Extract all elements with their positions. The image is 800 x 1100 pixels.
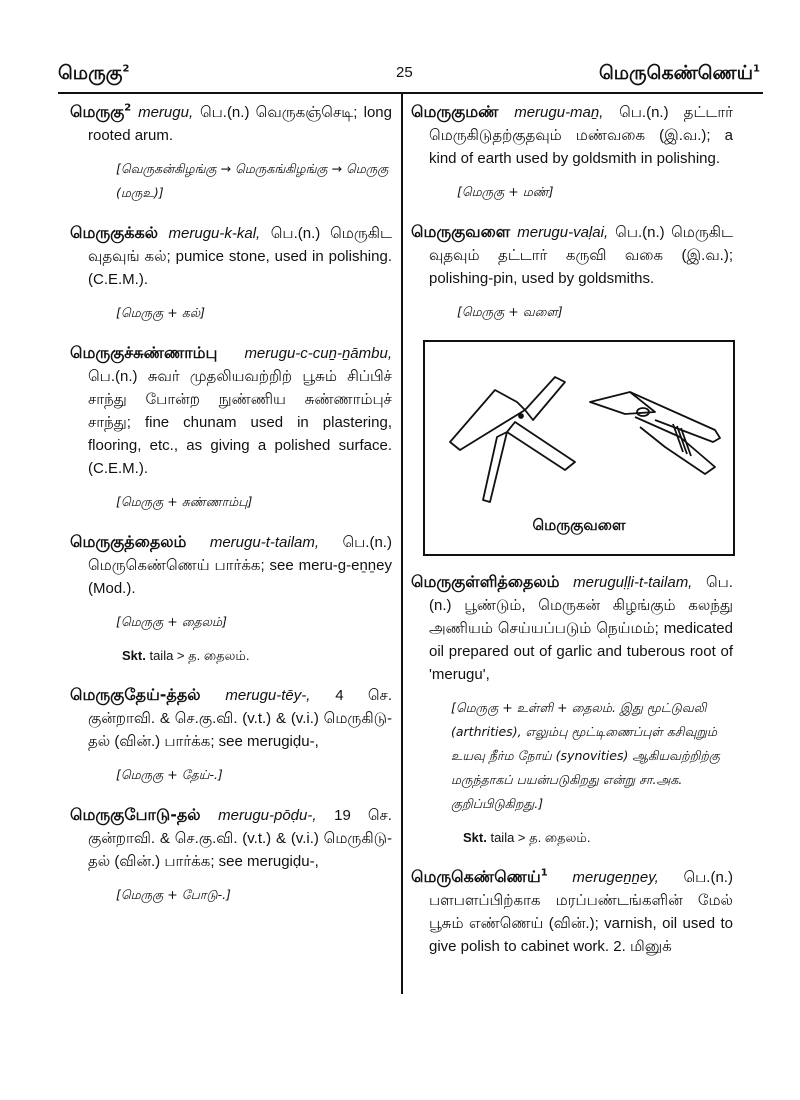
etymology: [மெருகு + உள்ளி + தைலம். இது மூட்டுவலி (arthrities), எலும்பு மூட்டிணைப்புள் கசிவுறும் உயவு நீர்ம நோய் (synovities) ஆகியவற்றிற்கு மருந்தாகப் பயன்படுகிறது என்று சா.அக. குறிப்பிடுகிறது.] (451, 700, 720, 811)
polishing-tool-figure (423, 340, 735, 556)
transliteration: merugu-pōḍu-, (218, 807, 317, 824)
headword: மெருகுதேய்-த்தல் (70, 685, 201, 704)
headword: மெருகெண்ணெய்$^1$ (411, 867, 548, 886)
entry-merugu2 (70, 100, 392, 205)
transliteration: merugeṉṉey, (572, 869, 659, 886)
sanskrit-note: Skt. taila > த. தைலம். (122, 648, 250, 663)
left-column (70, 100, 392, 923)
transliteration: merugu-t-tailam, (209, 534, 320, 551)
right-column (411, 100, 733, 972)
entry-merugu-podu (70, 803, 392, 907)
etymology: [மெருகு + தைலம்] (116, 614, 227, 629)
headword: மெருகுக்கல் (70, 223, 159, 242)
definition: பெ.(n.) தட்டார் மெருகிடுதற்குதவும் மண்வகை (இ.வ.); a kind of earth used by goldsmith in polishing. (429, 104, 733, 167)
transliteration: meruguḷḷi-t-tailam, (573, 574, 693, 591)
headword: மெருகுபோடு-தல் (70, 805, 201, 824)
definition: பெ.(n.) சுவர் முதலியவற்றிற் பூசும் சிப்பிச் சாந்து போன்ற நுண்ணிய சுண்ணாம்புச் சாந்து; fine chunam used in plastering, flooring, etc., as giving a polished surface.(C.E.M.). (88, 368, 392, 477)
tool-blade-lower-icon (507, 422, 575, 470)
etymology: [மெருகு + கல்] (116, 305, 205, 320)
headword: மெருகுத்தைலம் (70, 532, 187, 551)
definition: பெ.(n.) மெருகிட வுதவும் தட்டார் கருவி வகை (இ.வ.); polishing-pin, used by goldsmiths. (429, 224, 733, 287)
headword: மெருகுள்ளித்தைலம் (411, 572, 560, 591)
definition: பெ.(n.) பூண்டும், மெருகன் கிழங்கும் கலந்து அணியம் செய்யப்படும் நெய்மம்; medicated oil prepared out of garlic and tuberous root of 'merugu', (429, 574, 733, 683)
etymology: [மெருகு + போடு-.] (116, 887, 231, 902)
entry-merugu-valai (411, 220, 733, 324)
etymology: [மெருகு + சுண்ணாம்பு] (116, 494, 253, 509)
header-right-guideword: மெருகெண்ணெய்$^1$ (598, 62, 760, 84)
etymology: [வெருகன்கிழங்கு → மெருகங்கிழங்கு → மெருகு (மருஉ)] (116, 161, 389, 200)
definition: பெ.(n.) வெருகஞ்செடி; long rooted arum. (88, 104, 392, 144)
definition: 4 செ. குன்றாவி. & செ.கு.வி. (v.t.) & (v.i.) மெருகிடு-தல் (வின்.) பார்க்க; see merugiḍu-, (88, 687, 392, 750)
entry-merugu-man (411, 100, 733, 204)
transliteration: merugu-maṉ, (514, 104, 604, 121)
etymology: [மெருகு + வளை] (457, 304, 563, 319)
header-rule (58, 92, 763, 94)
tool-blade-upper-icon (450, 390, 525, 450)
entry-merugulli-t-tailam (411, 570, 733, 849)
entry-merugenney1 (411, 865, 733, 958)
tool-handle-icon (483, 432, 507, 502)
headword: மெருகுச்சுண்ணாம்பு (70, 343, 218, 362)
definition: 19 செ. குன்றாவி. & செ.கு.வி. (v.t.) & (v.i.) மெருகிடு-தல் (வின்.) பார்க்க; see merugiḍu-, (88, 807, 392, 870)
definition: பெ.(n.) மெருகெண்ணெய் பார்க்க; see meru-g-eṉṉey (Mod.). (88, 534, 392, 597)
tool-blade-tip-icon (525, 377, 565, 420)
headword: மெருகு$^2$ (70, 102, 132, 121)
page-header (58, 62, 760, 92)
headword: மெருகுமண் (411, 102, 499, 121)
entry-merugu-tey (70, 683, 392, 787)
figure-caption: மெருகுவளை (532, 516, 626, 534)
definition: பெ.(n.) மெருகிட வுதவுங் கல்; pumice stone, used in polishing. (C.E.M.). (88, 225, 392, 288)
headword: மெருகுவளை (411, 222, 511, 241)
entry-merugu-t-tailam (70, 530, 392, 667)
transliteration: merugu-vaḷai, (517, 224, 609, 241)
etymology: [மெருகு + மண்] (457, 184, 554, 199)
column-divider (401, 94, 403, 994)
definition: பெ.(n.) பளபளப்பிற்காக மரப்பண்டங்களின் மேல் பூசும் எண்ணெய் (வின்.); varnish, oil used to give polish to cabinet work. 2. மினுக் (429, 869, 733, 955)
pliers-jaw-icon (590, 392, 655, 414)
transliteration: merugu-tēy-, (225, 687, 311, 704)
transliteration: merugu-k-kal, (168, 225, 261, 242)
entry-merugu-k-kal (70, 221, 392, 325)
etymology: [மெருகு + தேய்-.] (116, 767, 223, 782)
transliteration: merugu, (138, 104, 194, 121)
page-number: 25 (396, 64, 413, 81)
header-left-guideword: மெருகு$^2$ (58, 62, 130, 84)
sanskrit-note: Skt. taila > த. தைலம். (463, 830, 591, 845)
transliteration: merugu-c-cuṉ-ṉāmbu, (244, 345, 392, 362)
entry-merugu-c-cunnambu (70, 341, 392, 514)
